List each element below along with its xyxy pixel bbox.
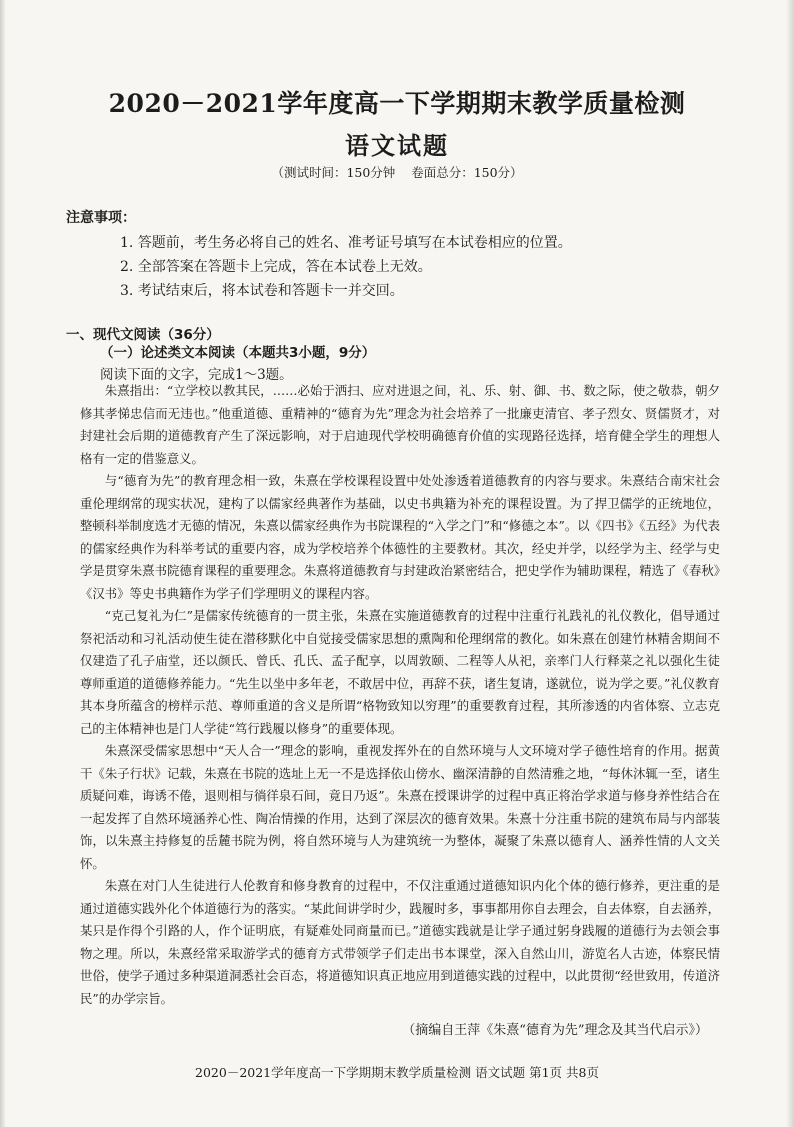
passage-paragraph: “克己复礼为仁”是儒家传统德育的一贯主张，朱熹在实施道德教育的过程中注重行礼践礼的礼仪教化，倡导通过祭祀活动和习礼活动使生徒在潜移默化中自觉接受儒家思想的熏陶和伦理纲常的教化。如朱熹在创建竹林精舍期间不仅建造了孔子庙堂，还以颜氏、曾氏、孔氏、孟子配享，以周敦颐、二程等人从祀，亲率门人行释菜之礼以强化生徒尊师重道的道德修养能力。“先生以坐中多年老，不敢居中位，再辞不获，诸生复请，遂就位，说为学之要。”礼仪教育其本身所蕴含的榜样示范、尊师重道的含义是所谓“格物致知以穷理”的重要教育过程，其所渗透的内省体察、立志克己的主体精神也是门人学徒“笃行践履以修身”的重要体现。: [80, 608, 720, 736]
passage-source: （摘编自王萍《朱熹“德育为先”理念及其当代启示》）: [402, 1023, 708, 1038]
notice-item: 1. 答题前，考生务必将自己的姓名、准考证号填写在本试卷相应的位置。: [120, 235, 572, 251]
exam-title: 2020－2021学年度高一下学期期末教学质量检测: [108, 89, 686, 118]
section-heading: 一、现代文阅读（36分）: [66, 327, 220, 343]
subsection-heading: （一）论述类文本阅读（本题共3小题，9分）: [100, 345, 376, 361]
subject-title: 语文试题: [345, 131, 449, 160]
passage-paragraph: 朱熹在对门人生徒进行人伦教育和修身教育的过程中，不仅注重通过道德知识内化个体的德行修养，更注重的是通过道德实践外化个体道德行为的落实。“某此间讲学时少，践履时多，事事都用你自去理会，自去体察，自去涵养，某只是作得个引路的人，作个证明底，有疑难处同商量而已。”道德实践就是让学子通过躬身践履的道德行为去领会事物之理。所以，朱熹经常采取游学式的德育方式带领学子们走出书本课堂，深入自然山川，游览名人古迹，体察民情世俗，使学子通过多种渠道洞悉社会百态，将道德知识真正地应用到道德实践的过程中，以此贯彻“经世致用，传道济民”的办学宗旨。: [80, 878, 720, 1006]
passage-paragraph: 朱熹指出：“立学校以教其民，……必始于洒扫、应对进退之间，礼、乐、射、御、书、数之际，使之敬恭，朝夕修其孝悌忠信而无违也。”他重道德、重精神的“德育为先”理念为社会培养了一批廉吏清官、孝子烈女、贤儒贤才，对封建社会后期的道德教育产生了深远影响，对于启迪现代学校明确德育价值的实现路径选择，培育健全学生的理想人格有一定的借鉴意义。: [80, 383, 720, 466]
notice-item: 3. 考试结束后，将本试卷和答题卡一并交回。: [120, 283, 404, 299]
reading-passage: [80, 380, 720, 1010]
page-footer: 2020－2021学年度高一下学期期末教学质量检测 语文试题 第1页 共8页: [195, 1065, 599, 1080]
reading-instruction: 阅读下面的文字，完成1～3题。: [100, 367, 293, 383]
time-info: （测试时间：150分钟 卷面总分：150分）: [271, 165, 523, 180]
notice-item: 2. 全部答案在答题卡上完成，答在本试卷上无效。: [120, 259, 432, 275]
passage-paragraph: 朱熹深受儒家思想中“天人合一”理念的影响，重视发挥外在的自然环境与人文环境对学子德性培育的作用。据黄干《朱子行状》记载，朱熹在书院的选址上无一不是选择依山傍水、幽深清静的自然清雅之地，“每休沐辄一至，诸生质疑问难，诲诱不倦，退则相与徜徉泉石间，竟日乃返”。朱熹在授课讲学的过程中真正将治学求道与修身养性结合在一起发挥了自然环境涵养心性、陶冶情操的作用，达到了深层次的德育效果。朱熹十分注重书院的建筑布局与内部装饰，以朱熹主持修复的岳麓书院为例，将自然环境与人为建筑统一为整体，凝聚了朱熹以德育人、涵养性情的人文关怀。: [80, 743, 720, 871]
notice-heading: 注意事项：: [66, 210, 136, 226]
passage-paragraph: 与“德育为先”的教育理念相一致，朱熹在学校课程设置中处处渗透着道德教育的内容与要求。朱熹结合南宋社会重伦理纲常的现实状况，建构了以儒家经典著作为基础，以史书典籍为补充的课程设置。为了捍卫儒学的正统地位，整顿科举制度选才无德的情况，朱熹以儒家经典作为书院课程的“入学之门”和“修德之本”。以《四书》《五经》为代表的儒家经典作为科举考试的重要内容，成为学校培养个体德性的主要教材。其次，经史并学，以经学为主、经学与史学是贯穿朱熹书院德育课程的重要理念。朱熹将道德教育与封建政治紧密结合，把史学作为辅助课程，精选了《春秋》《汉书》等史书典籍作为学子们学理明义的课程内容。: [80, 473, 720, 601]
